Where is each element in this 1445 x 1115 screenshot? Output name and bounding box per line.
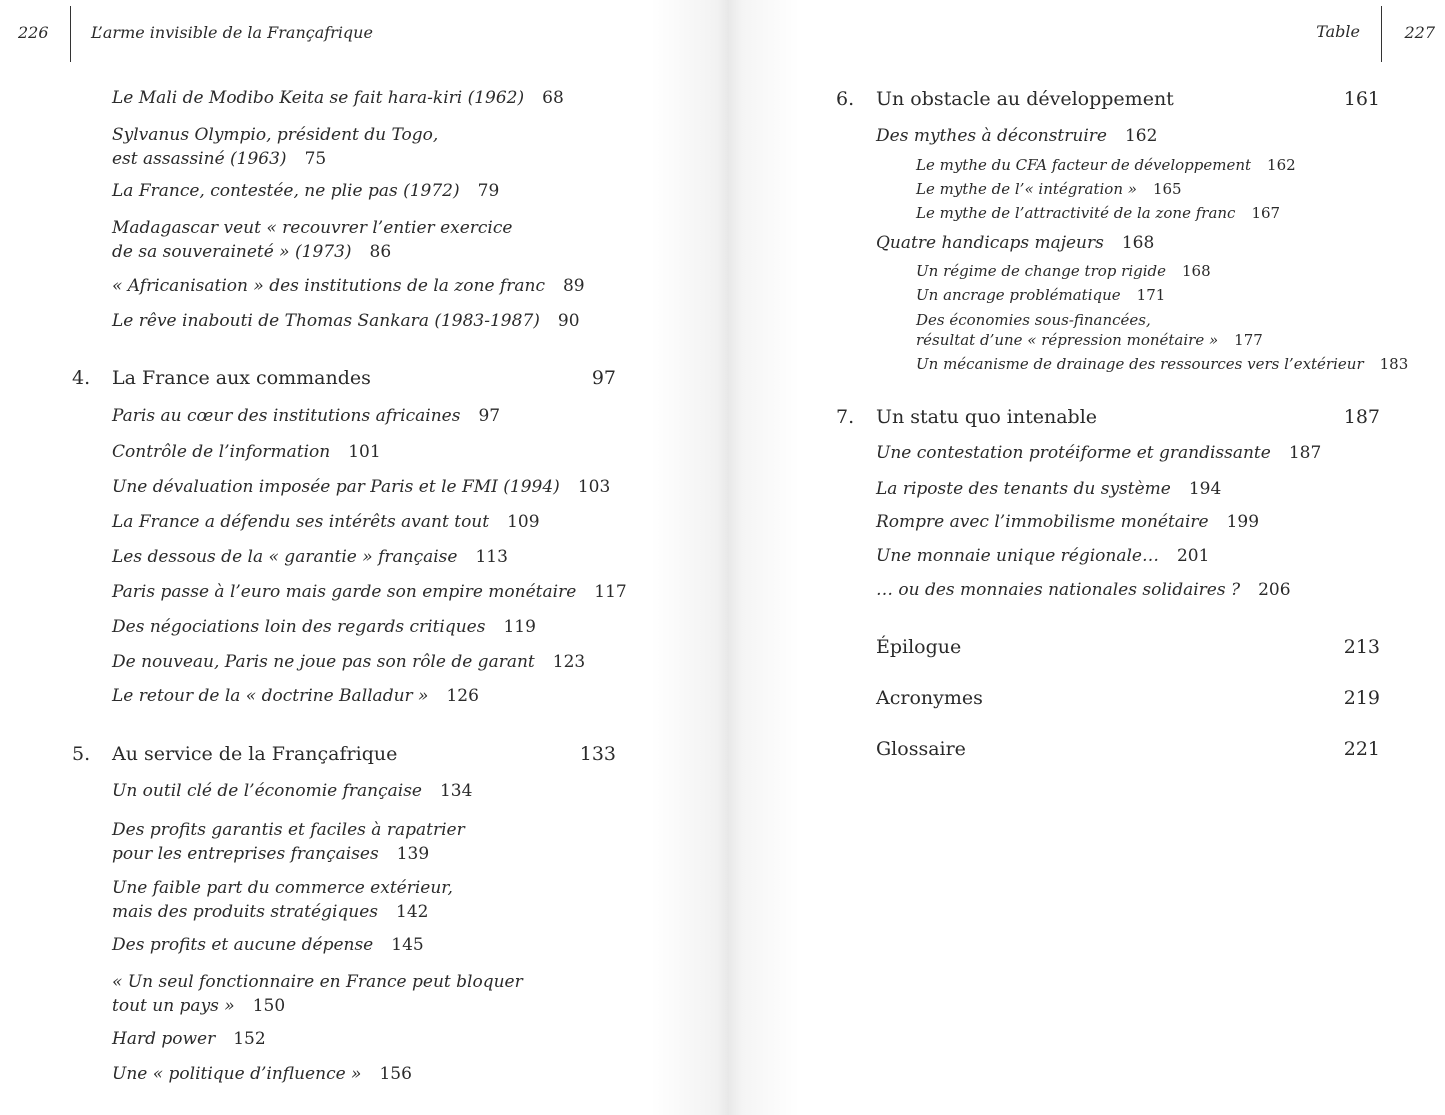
toc-entry[interactable]: Une monnaie unique régionale… 201 <box>876 546 1210 566</box>
toc-subentry[interactable]: Le mythe de l’attractivité de la zone franc 167 <box>916 204 1281 222</box>
right-page <box>722 0 1445 1115</box>
chapter-number: 4. <box>72 367 91 389</box>
toc-entry[interactable]: Contrôle de l’information 101 <box>112 442 381 462</box>
toc-subentry[interactable]: Le mythe de l’« intégration » 165 <box>916 180 1182 198</box>
toc-subentry[interactable]: Un mécanisme de drainage des ressources vers l’extérieur 183 <box>916 355 1409 373</box>
back-matter-title[interactable]: Épilogue <box>876 636 962 658</box>
toc-entry[interactable]: Une contestation protéiforme et grandissante 187 <box>876 443 1322 463</box>
chapter-title[interactable]: Un statu quo intenable <box>876 406 1098 428</box>
chapter-title[interactable]: Au service de la Françafrique <box>112 743 398 765</box>
back-matter-page: 213 <box>1343 636 1380 658</box>
toc-entry[interactable]: La France a défendu ses intérêts avant tout 109 <box>112 512 540 532</box>
toc-entry[interactable]: Le rêve inabouti de Thomas Sankara (1983-1987) 90 <box>112 311 580 331</box>
chapter-page: 161 <box>1343 88 1380 110</box>
toc-entry[interactable]: La France, contestée, ne plie pas (1972) 79 <box>112 181 500 201</box>
chapter-title[interactable]: La France aux commandes <box>112 367 371 389</box>
running-title: L’arme invisible de la Françafrique <box>91 23 373 42</box>
toc-entry[interactable]: Paris passe à l’euro mais garde son empire monétaire 117 <box>112 582 627 602</box>
chapter-page: 97 <box>591 367 616 389</box>
header-divider <box>70 6 71 62</box>
toc-section[interactable]: Quatre handicaps majeurs 168 <box>876 233 1155 253</box>
toc-entry[interactable]: Une « politique d’influence » 156 <box>112 1064 412 1084</box>
toc-entry[interactable]: Le Mali de Modibo Keita se fait hara-kiri (1962) 68 <box>112 88 564 108</box>
toc-entry[interactable]: « Un seul fonctionnaire en France peut bloquer tout un pays » 150 <box>112 972 523 1016</box>
back-matter-page: 221 <box>1343 738 1380 760</box>
chapter-title[interactable]: Un obstacle au développement <box>876 88 1174 110</box>
chapter-page: 187 <box>1343 406 1380 428</box>
toc-entry[interactable]: … ou des monnaies nationales solidaires ? 206 <box>876 580 1291 600</box>
header-divider <box>1381 6 1382 62</box>
toc-entry[interactable]: Le retour de la « doctrine Balladur » 126 <box>112 686 479 706</box>
toc-entry[interactable]: De nouveau, Paris ne joue pas son rôle de garant 123 <box>112 652 586 672</box>
chapter-page: 133 <box>579 743 616 765</box>
toc-entry[interactable]: Des profits garantis et faciles à rapatrier pour les entreprises françaises 139 <box>112 820 465 864</box>
chapter-number: 5. <box>72 743 91 765</box>
chapter-number: 7. <box>836 406 855 428</box>
toc-entry[interactable]: Une dévaluation imposée par Paris et le FMI (1994) 103 <box>112 477 611 497</box>
toc-entry[interactable]: Rompre avec l’immobilisme monétaire 199 <box>876 512 1260 532</box>
toc-entry[interactable]: Un outil clé de l’économie française 134 <box>112 781 473 801</box>
back-matter-title[interactable]: Acronymes <box>876 687 983 709</box>
toc-entry[interactable]: Paris au cœur des institutions africaines 97 <box>112 406 501 426</box>
toc-subentry[interactable]: Des économies sous-financées, résultat d’une « répression monétaire » 177 <box>916 311 1263 349</box>
toc-subentry[interactable]: Le mythe du CFA facteur de développement 162 <box>916 156 1296 174</box>
toc-entry[interactable]: Une faible part du commerce extérieur, mais des produits stratégiques 142 <box>112 878 453 922</box>
toc-subentry[interactable]: Un régime de change trop rigide 168 <box>916 262 1211 280</box>
toc-section[interactable]: Des mythes à déconstruire 162 <box>876 126 1158 146</box>
chapter-number: 6. <box>836 88 855 110</box>
back-matter-page: 219 <box>1343 687 1380 709</box>
toc-entry[interactable]: Des négociations loin des regards critiques 119 <box>112 617 536 637</box>
left-page <box>0 0 722 1115</box>
toc-entry[interactable]: « Africanisation » des institutions de la zone franc 89 <box>112 276 585 296</box>
toc-entry[interactable]: Sylvanus Olympio, président du Togo, est assassiné (1963) 75 <box>112 125 439 169</box>
toc-entry[interactable]: Des profits et aucune dépense 145 <box>112 935 424 955</box>
back-matter-title[interactable]: Glossaire <box>876 738 966 760</box>
toc-entry[interactable]: La riposte des tenants du système 194 <box>876 479 1222 499</box>
toc-entry[interactable]: Madagascar veut « recouvrer l’entier exercice de sa souveraineté » (1973) 86 <box>112 218 513 262</box>
page-number: 227 <box>1404 23 1435 42</box>
running-title: Table <box>1316 22 1360 41</box>
toc-subentry[interactable]: Un ancrage problématique 171 <box>916 286 1166 304</box>
toc-entry[interactable]: Hard power 152 <box>112 1029 266 1049</box>
toc-entry[interactable]: Les dessous de la « garantie » française 113 <box>112 547 508 567</box>
page-number: 226 <box>18 23 49 42</box>
